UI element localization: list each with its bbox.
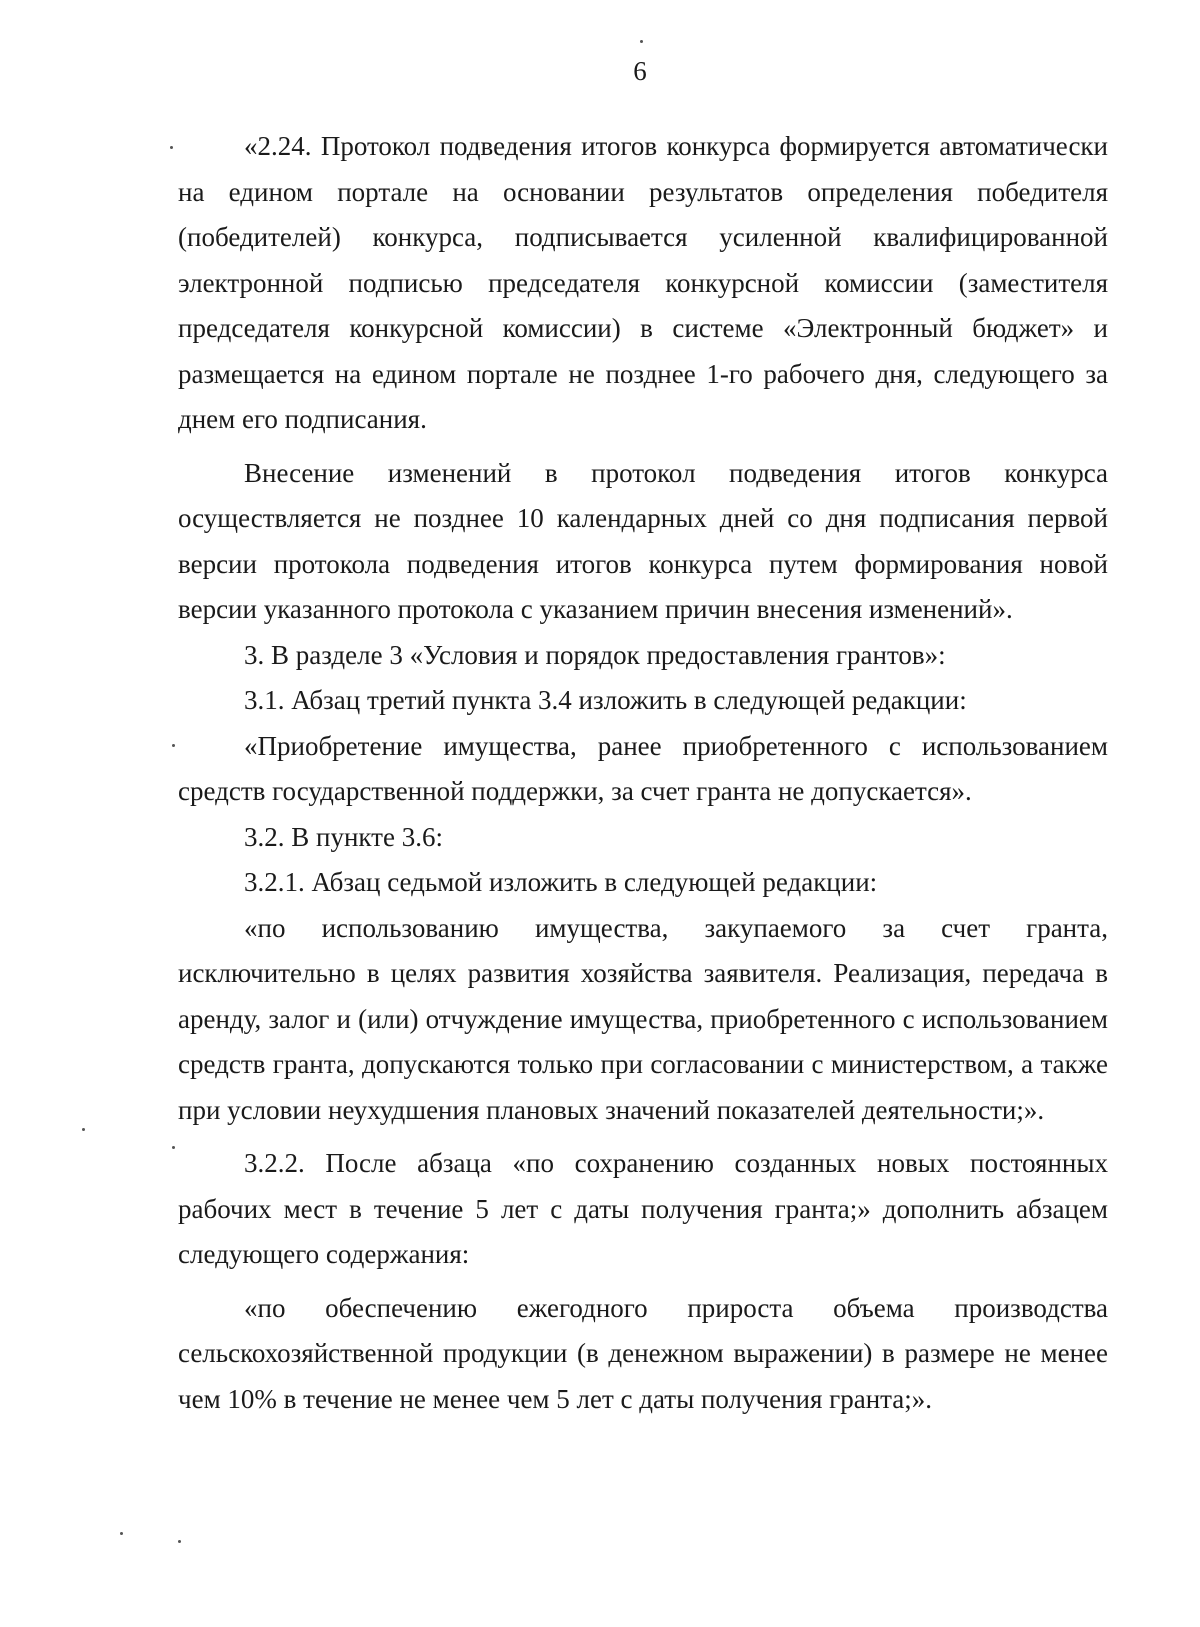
paragraph-3-1-text: «Приобретение имущества, ранее приобретенного с использованием средств государственной поддержки, за счет гранта не допускается». — [178, 730, 1108, 806]
scan-speck — [170, 146, 173, 149]
page-number: 6 — [633, 56, 647, 86]
paragraph-3-2-2-text: «по обеспечению ежегодного прироста объема производства сельскохозяйственной продукции (в денежном выражении) в размере не менее чем 10% в течение не менее чем 5 лет с даты получения гранта;». — [178, 1292, 1108, 1414]
scan-speck — [640, 40, 643, 43]
paragraph-3-2: 3.2. В пункте 3.6: — [244, 821, 443, 852]
scan-speck — [172, 1146, 175, 1149]
paragraph-3-2-1: 3.2.1. Абзац седьмой изложить в следующей редакции: — [244, 867, 878, 897]
paragraph-2-24: «2.24. Протокол подведения итогов конкурса формируется автоматически на едином портале на основании результатов определения победителя (победителей) конкурса, подписывается усиленной квалифицированной электронной подписью председателя конкурсной комиссии (заместителя председателя конкурсной комиссии) в системе «Электронный бюджет» и размещается на едином портале не позднее 1-го рабочего дня, следующего за днем его подписания. — [178, 131, 1108, 434]
scan-speck — [172, 744, 175, 747]
paragraph-3-2-2: 3.2.2. После абзаца «по сохранению созданных новых постоянных рабочих мест в течение 5 лет с даты получения гранта;» дополнить абзацем следующего содержания: — [178, 1148, 1108, 1269]
paragraph-3-1: 3.1. Абзац третий пункта 3.4 изложить в следующей редакции: — [244, 685, 967, 715]
paragraph-section-3: 3. В разделе 3 «Условия и порядок предоставления грантов»: — [244, 639, 946, 670]
paragraph-3-2-1-text: «по использованию имущества, закупаемого за счет гранта, исключительно в целях развития хозяйства заявителя. Реализация, передача в аренду, залог и (или) отчуждение имущества, приобретенного с использованием средств гранта, допускаются только при согласовании с министерством, а также при условии неухудшения плановых значений показателей деятельности;». — [178, 912, 1108, 1125]
scan-speck — [178, 1540, 181, 1543]
scan-speck — [82, 1128, 85, 1131]
paragraph-protocol-changes: Внесение изменений в протокол подведения итогов конкурса осуществляется не позднее 10 календарных дней со дня подписания первой версии протокола подведения итогов конкурса путем формирования новой версии указанного протокола с указанием причин внесения изменений». — [178, 457, 1108, 624]
document-body — [178, 124, 1108, 1422]
scan-speck — [120, 1532, 123, 1535]
